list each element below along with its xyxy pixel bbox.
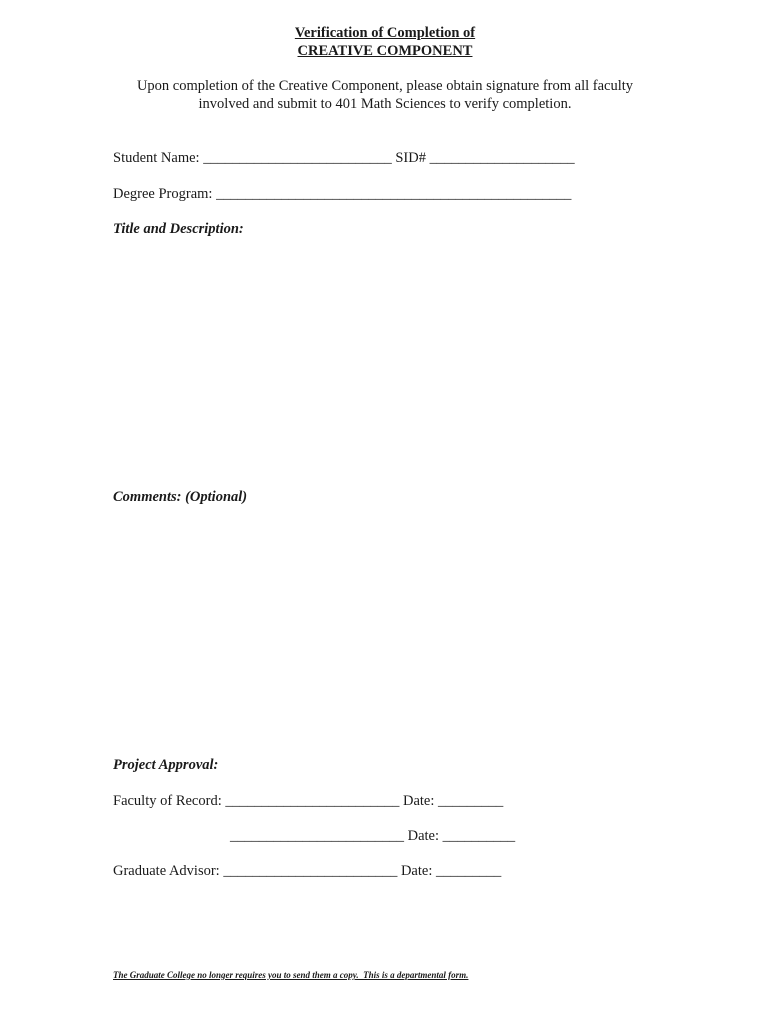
additional-faculty-field[interactable]: ________________________ Date: __________ — [230, 828, 516, 844]
form-title-line-1: Verification of Completion of — [294, 25, 476, 41]
comments-heading: Comments: (Optional) — [113, 489, 248, 505]
comments-area[interactable] — [113, 512, 658, 742]
project-approval-heading: Project Approval: — [113, 757, 219, 773]
instructions-line-2: involved and submit to 401 Math Sciences to verify completion. — [198, 96, 572, 112]
degree-program-field[interactable]: Degree Program: _________________________________________________ — [113, 186, 572, 202]
instructions-line-1: Upon completion of the Creative Component, please obtain signature from all faculty — [136, 78, 634, 94]
title-description-area[interactable] — [113, 245, 658, 475]
student-name-sid-field[interactable]: Student Name: __________________________ SID# ____________________ — [113, 150, 575, 166]
form-title-line-2: CREATIVE COMPONENT — [297, 43, 473, 59]
graduate-advisor-field[interactable]: Graduate Advisor: ________________________ Date: _________ — [113, 863, 502, 879]
footer-note: The Graduate College no longer requires you to send them a copy. This is a departmental form. — [113, 970, 469, 980]
faculty-of-record-field[interactable]: Faculty of Record: ________________________ Date: _________ — [113, 793, 504, 809]
title-description-heading: Title and Description: — [113, 221, 244, 237]
